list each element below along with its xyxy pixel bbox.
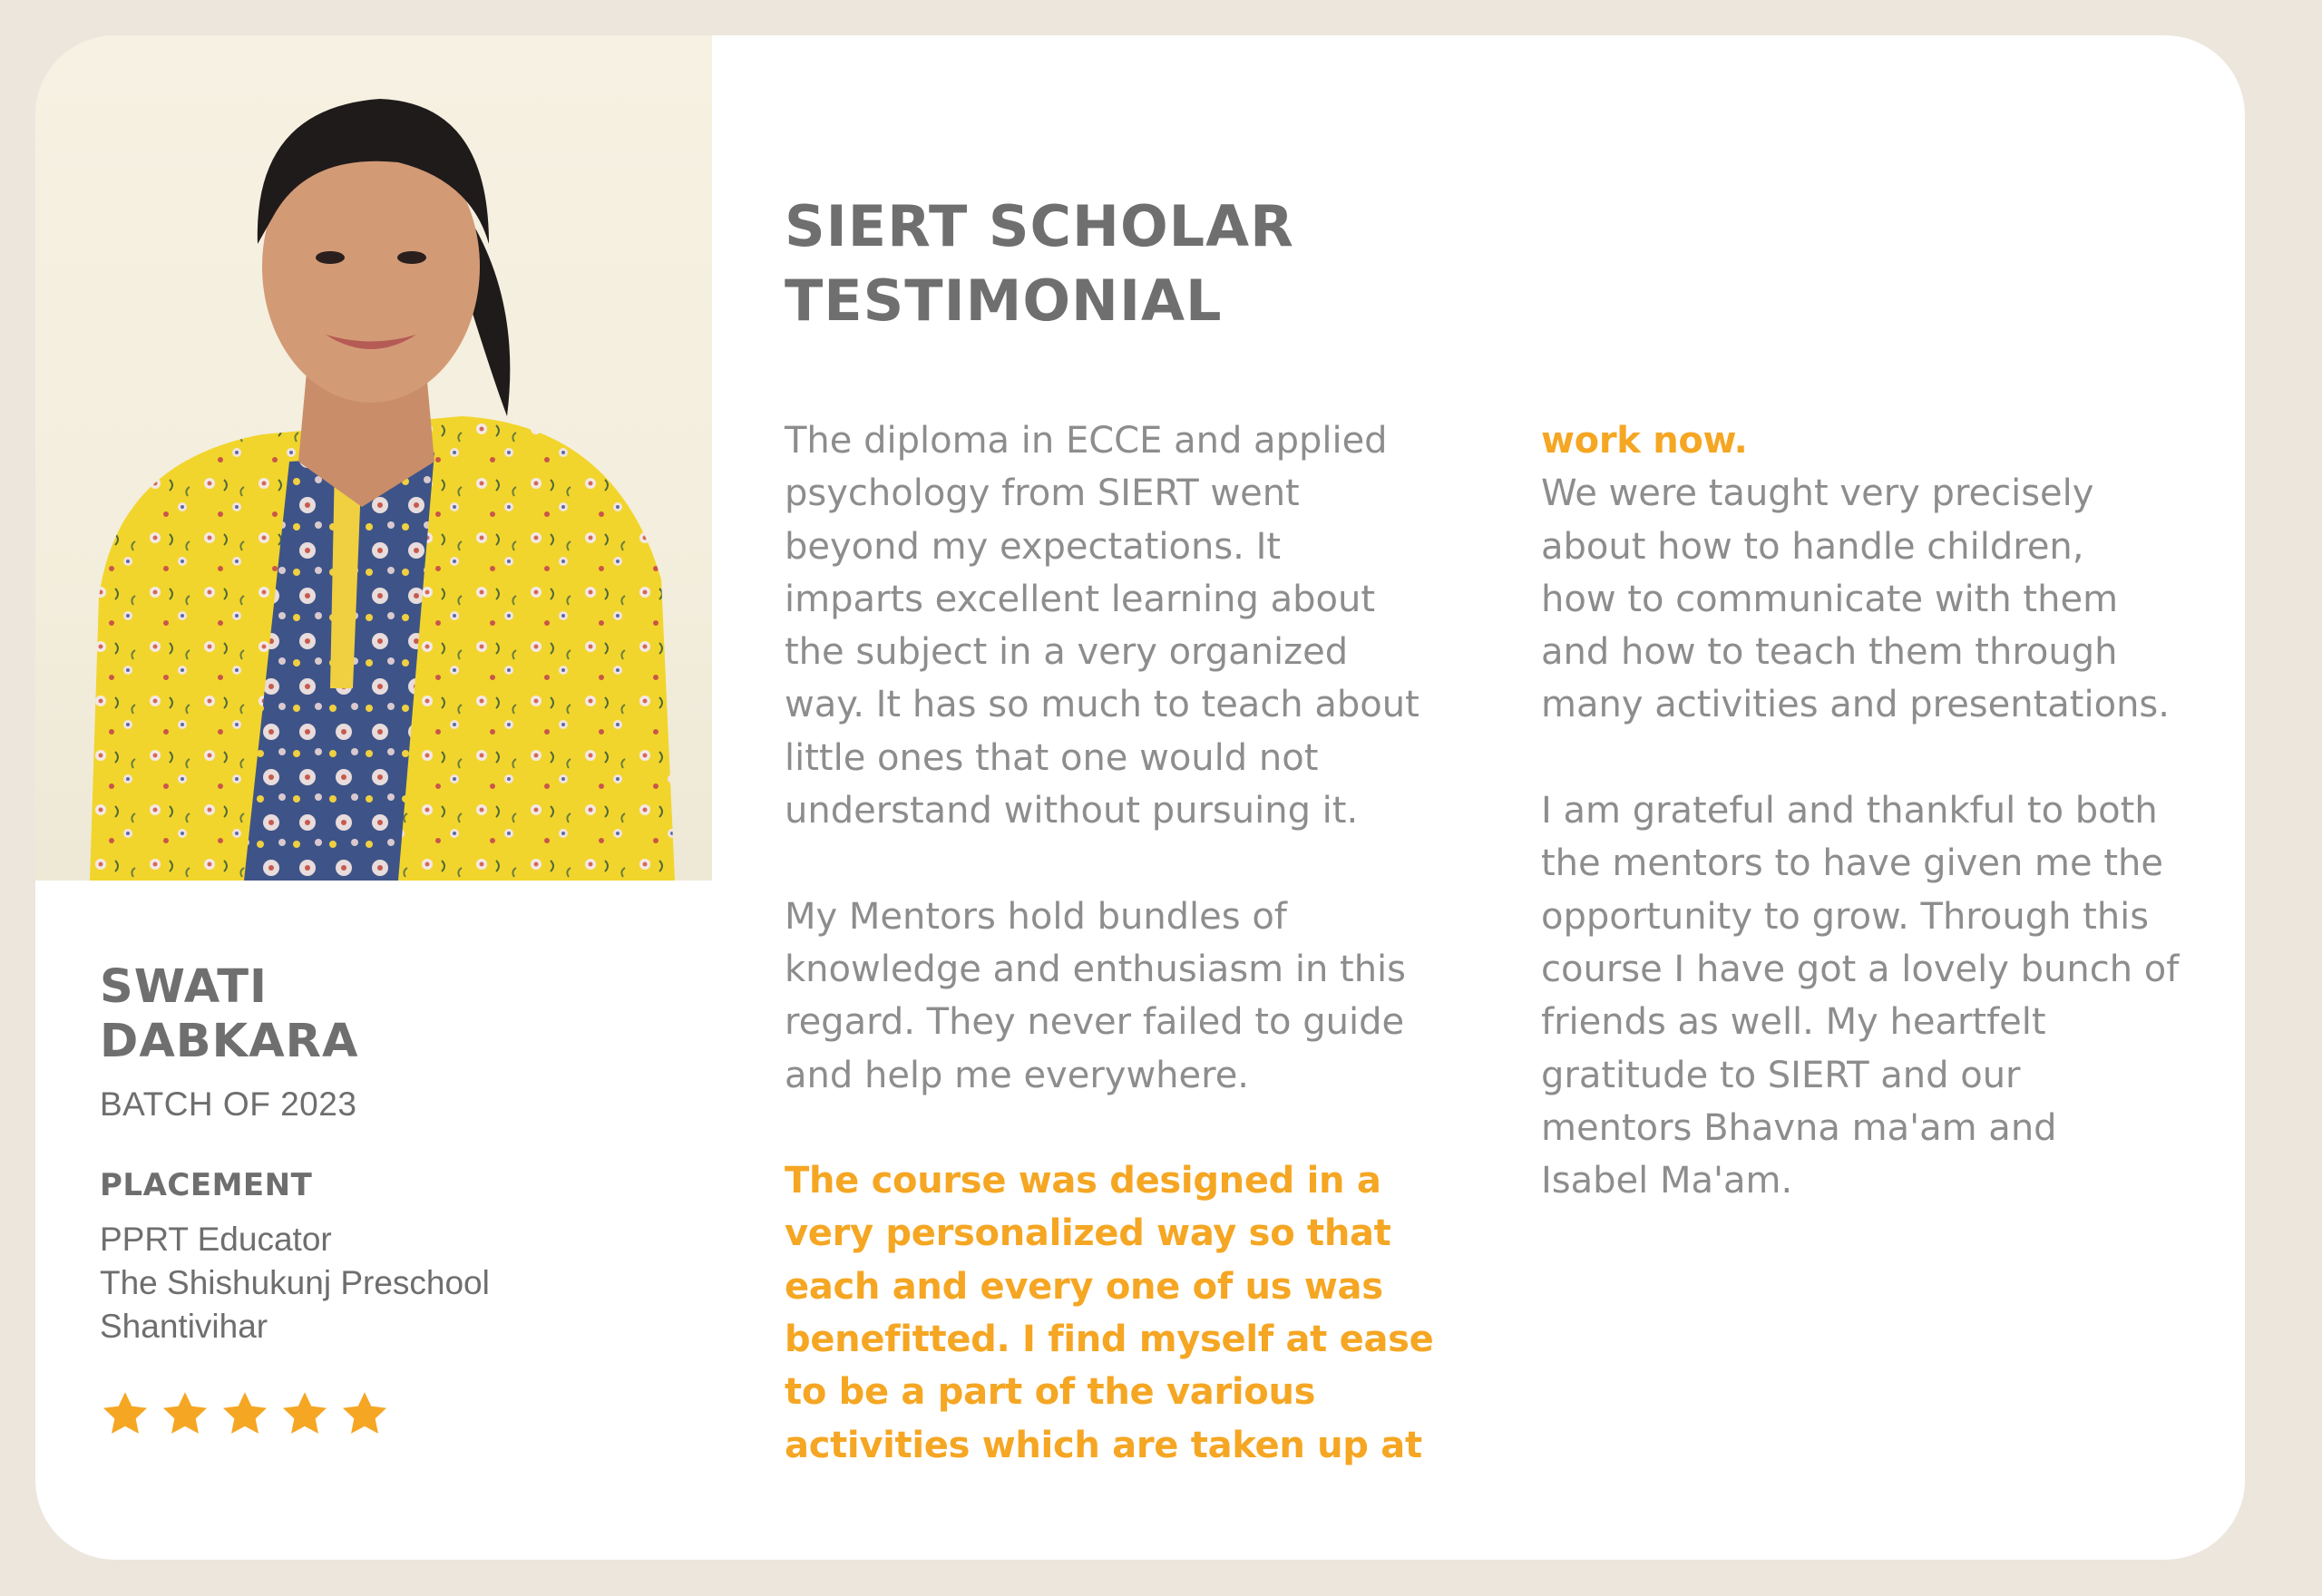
text-line: about how to handle children,	[1541, 525, 2084, 568]
highlight-line: each and every one of us was	[785, 1265, 1383, 1308]
star-icon	[160, 1388, 210, 1439]
placement-line: The Shishukunj Preschool	[100, 1264, 490, 1301]
testimonial-column-right	[1541, 414, 2245, 1207]
placement-details	[100, 1218, 680, 1348]
text-line: beyond my expectations. It	[785, 525, 1282, 568]
paragraph-gap	[785, 837, 1501, 890]
star-icon	[279, 1388, 330, 1439]
text-line: how to communicate with them	[1541, 578, 2119, 620]
text-line: course I have got a lovely bunch of	[1541, 948, 2180, 990]
star-icon	[220, 1388, 270, 1439]
paragraph-gap	[785, 1102, 1501, 1154]
batch-label: BATCH OF 2023	[100, 1085, 357, 1123]
text-line: way. It has so much to teach about	[785, 684, 1420, 726]
highlight-line: activities which are taken up at	[785, 1424, 1422, 1466]
text-line: imparts excellent learning about	[785, 578, 1376, 620]
name-line: DABKARA	[100, 1015, 359, 1068]
highlight-line: to be a part of the various	[785, 1371, 1316, 1414]
text-line: and help me everywhere.	[785, 1054, 1250, 1096]
highlight-line: very personalized way so that	[785, 1212, 1391, 1255]
text-line: regard. They never failed to guide	[785, 1001, 1405, 1044]
placement-heading: PLACEMENT	[100, 1167, 313, 1203]
scholar-name	[100, 960, 680, 1069]
testimonial-column-left	[785, 414, 1501, 1472]
scholar-photo	[35, 35, 712, 881]
text-line: opportunity to grow. Through this	[1541, 895, 2150, 938]
placement-line: PPRT Educator	[100, 1221, 332, 1258]
text-line: the mentors to have given me the	[1541, 842, 2163, 885]
star-icon	[339, 1388, 390, 1439]
text-line: My Mentors hold bundles of	[785, 895, 1287, 938]
highlight-line: benefitted. I find myself at ease	[785, 1319, 1434, 1361]
text-line: knowledge and enthusiasm in this	[785, 948, 1406, 990]
text-line: friends as well. My heartfelt	[1541, 1001, 2046, 1044]
text-line: I am grateful and thankful to both	[1541, 790, 2158, 832]
title-line: TESTIMONIAL	[785, 268, 1223, 334]
page-title	[785, 190, 1294, 338]
paragraph-gap	[1541, 732, 2245, 784]
name-line: SWATI	[100, 960, 268, 1014]
highlight-line: The course was designed in a	[785, 1160, 1381, 1202]
text-line: Isabel Ma'am.	[1541, 1160, 1793, 1202]
text-line: The diploma in ECCE and applied	[785, 420, 1388, 462]
scholar-info	[100, 960, 680, 1439]
highlight-line: work now.	[1541, 420, 1748, 462]
text-line: psychology from SIERT went	[785, 472, 1300, 515]
placement-line: Shantivihar	[100, 1308, 268, 1345]
text-line: understand without pursuing it.	[785, 790, 1359, 832]
text-line: the subject in a very organized	[785, 631, 1349, 674]
title-line: SIERT SCHOLAR	[785, 193, 1294, 259]
star-rating	[100, 1388, 680, 1439]
text-line: and how to teach them through	[1541, 631, 2118, 674]
text-line: little ones that one would not	[785, 736, 1319, 779]
text-line: many activities and presentations.	[1541, 684, 2170, 726]
text-line: gratitude to SIERT and our	[1541, 1054, 2021, 1096]
text-line: mentors Bhavna ma'am and	[1541, 1106, 2057, 1149]
star-icon	[100, 1388, 151, 1439]
testimonial-card	[35, 35, 2245, 1560]
text-line: We were taught very precisely	[1541, 472, 2094, 515]
